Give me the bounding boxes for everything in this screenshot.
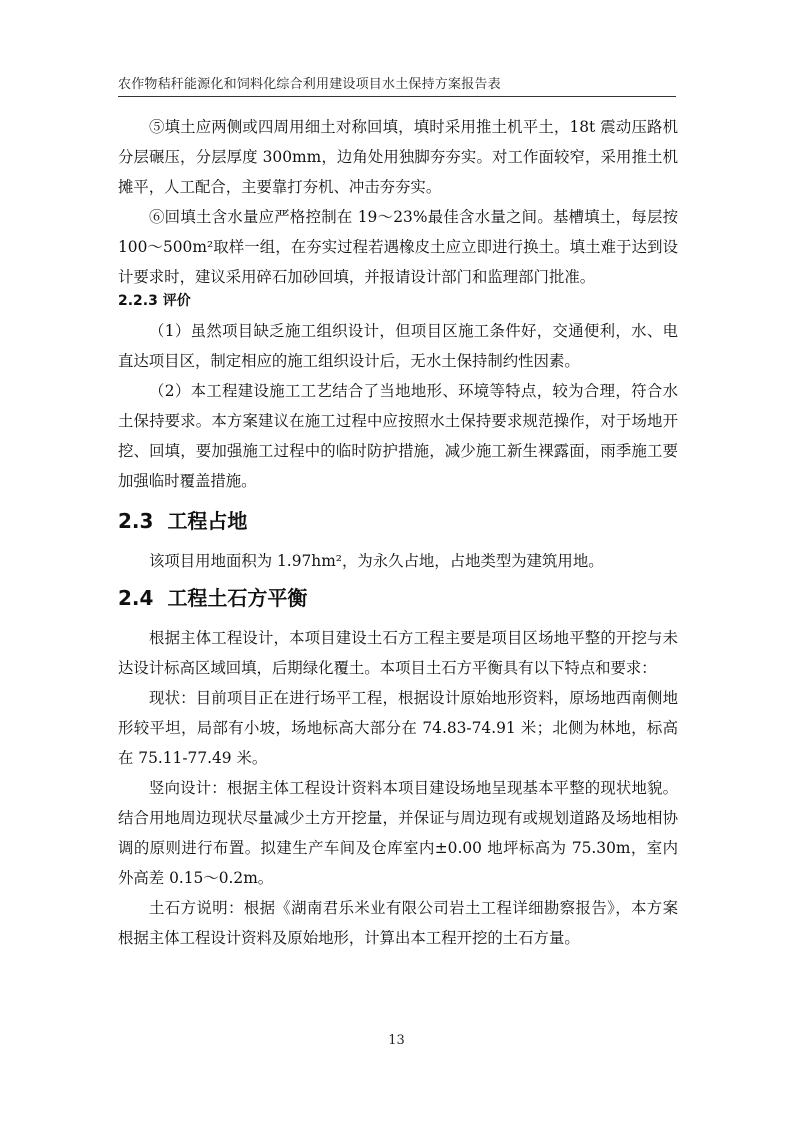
current-status-paragraph: 现状：目前项目正在进行场平工程，根据设计原始地形资料，原场地西南侧地形较平坦，局部有小坡，场地标高大部分在 74.83-74.91 米；北侧为林地，标高在 75.11-77.49 米。 — [118, 689, 678, 767]
vertical-design-paragraph: 竖向设计：根据主体工程设计资料本项目建设场地呈现基本平整的现状地貌。结合用地周边现状尽量减少土方开挖量，并保证与周边现有或规划道路及场地相协调的原则进行布置。拟建生产车间及仓库室内±0.00 地坪标高为 75.30m，室内外高差 0.15～0.2m。 — [118, 779, 678, 887]
evaluation-paragraph-1: （1）虽然项目缺乏施工组织设计，但项目区施工条件好，交通便利，水、电直达项目区，制定相应的施工组织设计后，无水土保持制约性因素。 — [118, 322, 678, 370]
fill-paragraph-5: ⑤填土应两侧或四周用细土对称回填，填时采用推土机平土，18t 震动压路机分层碾压，分层厚度 300mm，边角处用独脚夯夯实。对工作面较窄，采用推土机摊平，人工配合，主要靠打夯机、冲击夯夯实。 — [118, 118, 678, 196]
header-divider — [118, 96, 676, 97]
earthwork-intro-paragraph: 根据主体工程设计，本项目建设土石方工程主要是项目区场地平整的开挖与未达设计标高区域回填，后期绿化覆土。本项目土石方平衡具有以下特点和要求： — [118, 629, 678, 677]
evaluation-paragraph-2: （2）本工程建设施工工艺结合了当地地形、环境等特点，较为合理，符合水土保持要求。本方案建议在施工过程中应按照水土保持要求规范操作，对于场地开挖、回填，要加强施工过程中的临时防护措施，减少施工新生裸露面，雨季施工要加强临时覆盖措施。 — [118, 382, 678, 490]
section-2-3-title: 工程占地 — [167, 509, 248, 533]
section-2-4-heading — [118, 582, 678, 611]
section-2-4-body — [118, 623, 678, 953]
land-use-paragraph: 该项目用地面积为 1.97hm²，为永久占地，占地类型为建筑用地。 — [149, 552, 604, 570]
section-2-2-3 — [118, 286, 678, 496]
section-2-2-2-continued — [118, 112, 678, 292]
earthwork-note-paragraph: 土石方说明：根据《湖南君乐米业有限公司岩土工程详细勘察报告》，本方案根据主体工程设计资料及原始地形，计算出本工程开挖的土石方量。 — [118, 899, 678, 947]
section-2-2-3-heading: 2.2.3 评价 — [118, 293, 191, 309]
section-2-3-body — [118, 546, 678, 576]
page-number: 13 — [388, 1033, 405, 1048]
page-header-title: 农作物秸秆能源化和饲料化综合利用建设项目水土保持方案报告表 — [118, 77, 501, 92]
section-2-3-heading — [118, 505, 678, 534]
section-2-4-title: 工程土石方平衡 — [167, 586, 308, 610]
fill-paragraph-6: ⑥回填土含水量应严格控制在 19～23%最佳含水量之间。基槽填土，每层按 100～500m²取样一组，在夯实过程若遇橡皮土应立即进行换土。填土难于达到设计要求时，建议采用碎石加砂回填，并报请设计部门和监理部门批准。 — [118, 208, 678, 286]
section-2-3-number: 2.3 — [118, 509, 154, 533]
section-2-4-number: 2.4 — [118, 586, 154, 610]
